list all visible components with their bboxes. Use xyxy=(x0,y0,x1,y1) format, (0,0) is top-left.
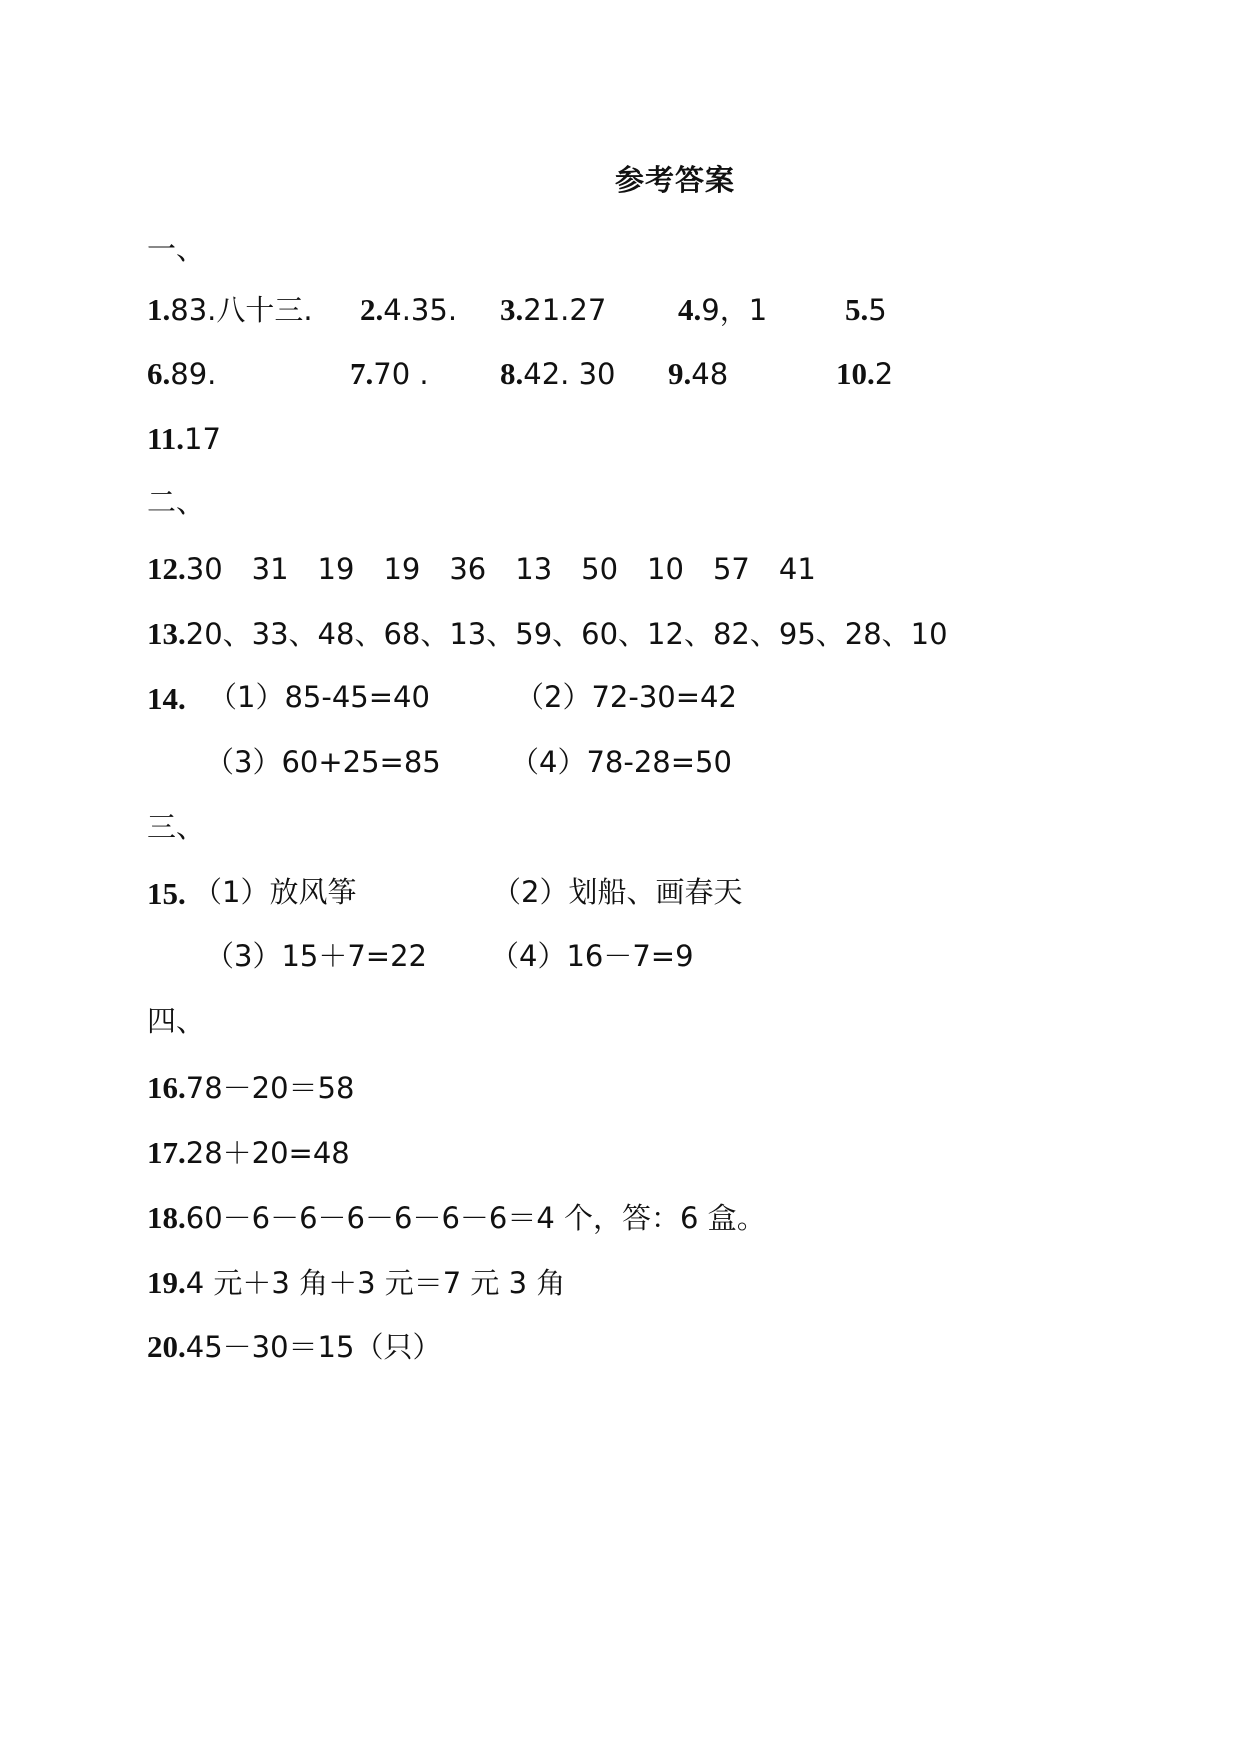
answer-text: 78－20＝58 xyxy=(185,1071,355,1105)
answer-11 xyxy=(147,423,221,454)
question-number: 6. xyxy=(147,356,171,391)
question-number: 12. xyxy=(147,551,186,586)
question-number: 9. xyxy=(668,356,692,391)
answer-text: 42. 30 xyxy=(523,357,616,391)
answer-15-number xyxy=(147,878,186,909)
answer-18 xyxy=(147,1202,766,1233)
answer-text: 20、33、48、68、13、59、60、12、82、95、28、10 xyxy=(185,617,948,651)
answer-text: 48 xyxy=(691,357,729,391)
question-number: 17. xyxy=(147,1135,186,1170)
answer-15-part-2: （2）划船、画春天 xyxy=(492,875,743,909)
answer-5 xyxy=(845,294,887,325)
answer-9 xyxy=(668,358,728,389)
section-heading-4: 四、 xyxy=(147,1004,206,1038)
answer-1 xyxy=(147,294,313,325)
answer-13 xyxy=(147,618,948,649)
answer-text: 60－6－6－6－6－6－6＝4 个，答：6 盒。 xyxy=(185,1201,766,1235)
question-number: 13. xyxy=(147,616,186,651)
section-heading-2: 二、 xyxy=(147,485,206,519)
question-number: 15. xyxy=(147,876,186,911)
answer-14-part-4: （4）78-28=50 xyxy=(510,745,732,779)
answer-20 xyxy=(147,1331,441,1362)
question-number: 18. xyxy=(147,1200,186,1235)
question-number: 20. xyxy=(147,1329,186,1364)
answer-text: 45－30＝15（只） xyxy=(185,1330,442,1364)
answer-10 xyxy=(836,358,893,389)
answer-text: 4 元＋3 角＋3 元＝7 元 3 角 xyxy=(185,1266,566,1300)
answer-14-part-3: （3）60+25=85 xyxy=(205,745,441,779)
question-number: 2. xyxy=(360,292,384,327)
answer-15-part-3: （3）15＋7=22 xyxy=(205,939,428,973)
answer-text: 4.35. xyxy=(383,293,458,327)
answer-text: 2 xyxy=(874,357,894,391)
page-title: 参考答案 xyxy=(614,163,735,197)
answer-3 xyxy=(500,294,606,325)
answer-4 xyxy=(678,294,767,325)
answer-text: 30 31 19 19 36 13 50 10 57 41 xyxy=(185,552,816,586)
answer-19 xyxy=(147,1267,565,1298)
question-number: 14. xyxy=(147,681,186,716)
question-number: 10. xyxy=(836,356,875,391)
answer-text: 83.八十三. xyxy=(170,293,313,327)
question-number: 8. xyxy=(500,356,524,391)
question-number: 4. xyxy=(678,292,702,327)
answer-14-number xyxy=(147,683,186,714)
question-number: 19. xyxy=(147,1265,186,1300)
answer-14-part-1: （1）85-45=40 xyxy=(208,680,430,714)
answer-8 xyxy=(500,358,616,389)
answer-text: 28＋20=48 xyxy=(185,1136,350,1170)
answer-12 xyxy=(147,553,816,584)
answer-text: 17 xyxy=(184,422,221,456)
question-number: 3. xyxy=(500,292,524,327)
answer-15-part-1: （1）放风筝 xyxy=(193,875,357,909)
answer-text: 9，1 xyxy=(701,293,768,327)
answer-text: 21.27 xyxy=(523,293,607,327)
question-number: 7. xyxy=(350,356,374,391)
section-heading-3: 三、 xyxy=(147,810,206,844)
answer-7 xyxy=(350,358,429,389)
answer-6 xyxy=(147,358,216,389)
answer-2 xyxy=(360,294,457,325)
answer-14-part-2: （2）72-30=42 xyxy=(515,680,737,714)
answer-text: 5 xyxy=(868,293,887,327)
answer-15-part-4: （4）16－7=9 xyxy=(490,939,694,973)
question-number: 1. xyxy=(147,292,171,327)
question-number: 11. xyxy=(147,421,185,456)
answer-17 xyxy=(147,1137,350,1168)
section-heading-1: 一、 xyxy=(147,232,206,266)
answer-16 xyxy=(147,1072,354,1103)
answer-text: 70 . xyxy=(373,357,429,391)
question-number: 16. xyxy=(147,1070,186,1105)
answer-text: 89. xyxy=(170,357,217,391)
question-number: 5. xyxy=(845,292,869,327)
